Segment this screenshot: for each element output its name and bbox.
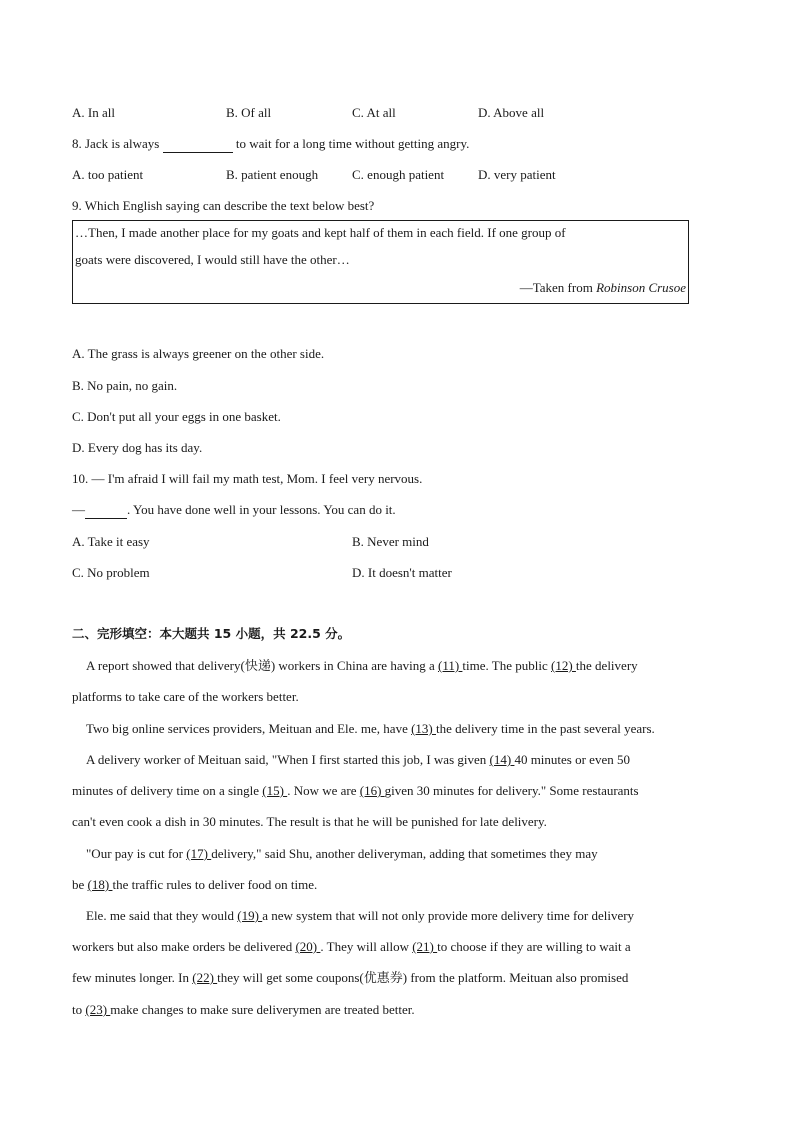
passage-text: be bbox=[72, 877, 88, 892]
passage-text: minutes of delivery time on a single bbox=[72, 783, 263, 798]
passage-text: they will get some coupons(优惠券) from the platform. Meituan also promised bbox=[217, 970, 629, 985]
blank-17[interactable]: (17) bbox=[186, 846, 212, 861]
q9-quote-source-prefix: —Taken from bbox=[519, 280, 597, 295]
q9-quote-line-1: …Then, I made another place for my goats and kept half of them in each field. If one group of bbox=[75, 225, 566, 240]
passage-text: A delivery worker of Meituan said, "When I first started this job, I was given bbox=[86, 752, 490, 767]
q9-quote-source-title: Robinson Crusoe bbox=[596, 280, 686, 295]
passage-line-7 bbox=[86, 846, 598, 862]
q9-option-a[interactable]: A. The grass is always greener on the other side. bbox=[72, 346, 325, 361]
passage-line-6: can't even cook a dish in 30 minutes. The result is that he will be punished for late delivery. bbox=[72, 814, 547, 829]
passage-text: Two big online services providers, Meituan and Ele. me, have bbox=[86, 721, 412, 736]
q8-option-b[interactable]: B. patient enough bbox=[226, 167, 319, 182]
q8-stem bbox=[72, 136, 469, 153]
q10-line-2 bbox=[72, 502, 396, 519]
blank-15[interactable]: (15) bbox=[262, 783, 288, 798]
passage-text: few minutes longer. In bbox=[72, 970, 193, 985]
q10-answer-blank[interactable] bbox=[85, 502, 127, 519]
q9-option-c[interactable]: C. Don't put all your eggs in one basket. bbox=[72, 409, 281, 424]
passage-text: time. The public bbox=[462, 658, 551, 673]
blank-18[interactable]: (18) bbox=[87, 877, 113, 892]
passage-text: to bbox=[72, 1002, 86, 1017]
passage-line-12 bbox=[72, 1002, 415, 1018]
q9-option-b[interactable]: B. No pain, no gain. bbox=[72, 378, 178, 393]
q10-line-2-suffix: . You have done well in your lessons. You can do it. bbox=[127, 502, 396, 517]
blank-20[interactable]: (20) bbox=[295, 939, 321, 954]
passage-line-2: platforms to take care of the workers better. bbox=[72, 689, 299, 704]
section-2-heading: 二、完形填空：本大题共 15 小题，共 22.5 分。 bbox=[72, 626, 351, 641]
blank-14[interactable]: (14) bbox=[489, 752, 515, 767]
passage-text: the traffic rules to deliver food on time. bbox=[112, 877, 318, 892]
passage-text: workers but also make orders be delivered bbox=[72, 939, 296, 954]
q7-option-d[interactable]: D. Above all bbox=[478, 105, 545, 120]
passage-text: make changes to make sure deliverymen are treated better. bbox=[110, 1002, 415, 1017]
passage-line-1 bbox=[86, 658, 638, 674]
passage-text: Ele. me said that they would bbox=[86, 908, 238, 923]
blank-23[interactable]: (23) bbox=[85, 1002, 111, 1017]
passage-line-9 bbox=[86, 908, 634, 924]
q10-option-d[interactable]: D. It doesn't matter bbox=[352, 565, 452, 580]
passage-text: to choose if they are willing to wait a bbox=[437, 939, 631, 954]
q9-quote-line-2: goats were discovered, I would still have the other… bbox=[75, 252, 350, 267]
passage-text: the delivery time in the past several years. bbox=[436, 721, 655, 736]
passage-text: the delivery bbox=[575, 658, 638, 673]
blank-19[interactable]: (19) bbox=[237, 908, 263, 923]
blank-11[interactable]: (11) bbox=[437, 658, 463, 673]
passage-text: . They will allow bbox=[320, 939, 413, 954]
passage-line-10 bbox=[72, 939, 631, 955]
passage-text: 40 minutes or even 50 bbox=[514, 752, 630, 767]
q8-answer-blank[interactable] bbox=[163, 136, 233, 153]
passage-text: A report showed that delivery(快递) workers in China are having a bbox=[86, 658, 438, 673]
q10-option-a[interactable]: A. Take it easy bbox=[72, 534, 150, 549]
q7-option-b[interactable]: B. Of all bbox=[226, 105, 272, 120]
passage-text: delivery," said Shu, another deliveryman, adding that sometimes they may bbox=[211, 846, 598, 861]
passage-line-11 bbox=[72, 970, 628, 986]
passage-text: "Our pay is cut for bbox=[86, 846, 187, 861]
passage-line-3 bbox=[86, 721, 655, 737]
q10-dash: — bbox=[72, 502, 85, 517]
passage-text: a new system that will not only provide more delivery time for delivery bbox=[262, 908, 635, 923]
passage-line-8 bbox=[72, 877, 317, 893]
q7-option-a[interactable]: A. In all bbox=[72, 105, 115, 120]
blank-21[interactable]: (21) bbox=[412, 939, 438, 954]
passage-text: given 30 minutes for delivery." Some restaurants bbox=[384, 783, 639, 798]
q10-option-b[interactable]: B. Never mind bbox=[352, 534, 429, 549]
q9-stem: 9. Which English saying can describe the text below best? bbox=[72, 198, 375, 213]
blank-13[interactable]: (13) bbox=[411, 721, 437, 736]
q8-stem-prefix: 8. Jack is always bbox=[72, 136, 163, 151]
q8-option-a[interactable]: A. too patient bbox=[72, 167, 144, 182]
q9-quote-box bbox=[72, 220, 689, 304]
passage-text: . Now we are bbox=[287, 783, 360, 798]
q10-option-c[interactable]: C. No problem bbox=[72, 565, 150, 580]
passage-line-4 bbox=[86, 752, 630, 768]
blank-16[interactable]: (16) bbox=[359, 783, 385, 798]
q8-option-d[interactable]: D. very patient bbox=[478, 167, 556, 182]
blank-22[interactable]: (22) bbox=[192, 970, 218, 985]
q9-quote-source bbox=[520, 280, 686, 296]
blank-12[interactable]: (12) bbox=[551, 658, 576, 673]
q7-option-c[interactable]: C. At all bbox=[352, 105, 396, 120]
passage-line-5 bbox=[72, 783, 639, 799]
q9-option-d[interactable]: D. Every dog has its day. bbox=[72, 440, 203, 455]
q8-option-c[interactable]: C. enough patient bbox=[352, 167, 445, 182]
q8-stem-suffix: to wait for a long time without getting angry. bbox=[232, 136, 470, 151]
q10-line-1: 10. — I'm afraid I will fail my math test, Mom. I feel very nervous. bbox=[72, 471, 423, 486]
